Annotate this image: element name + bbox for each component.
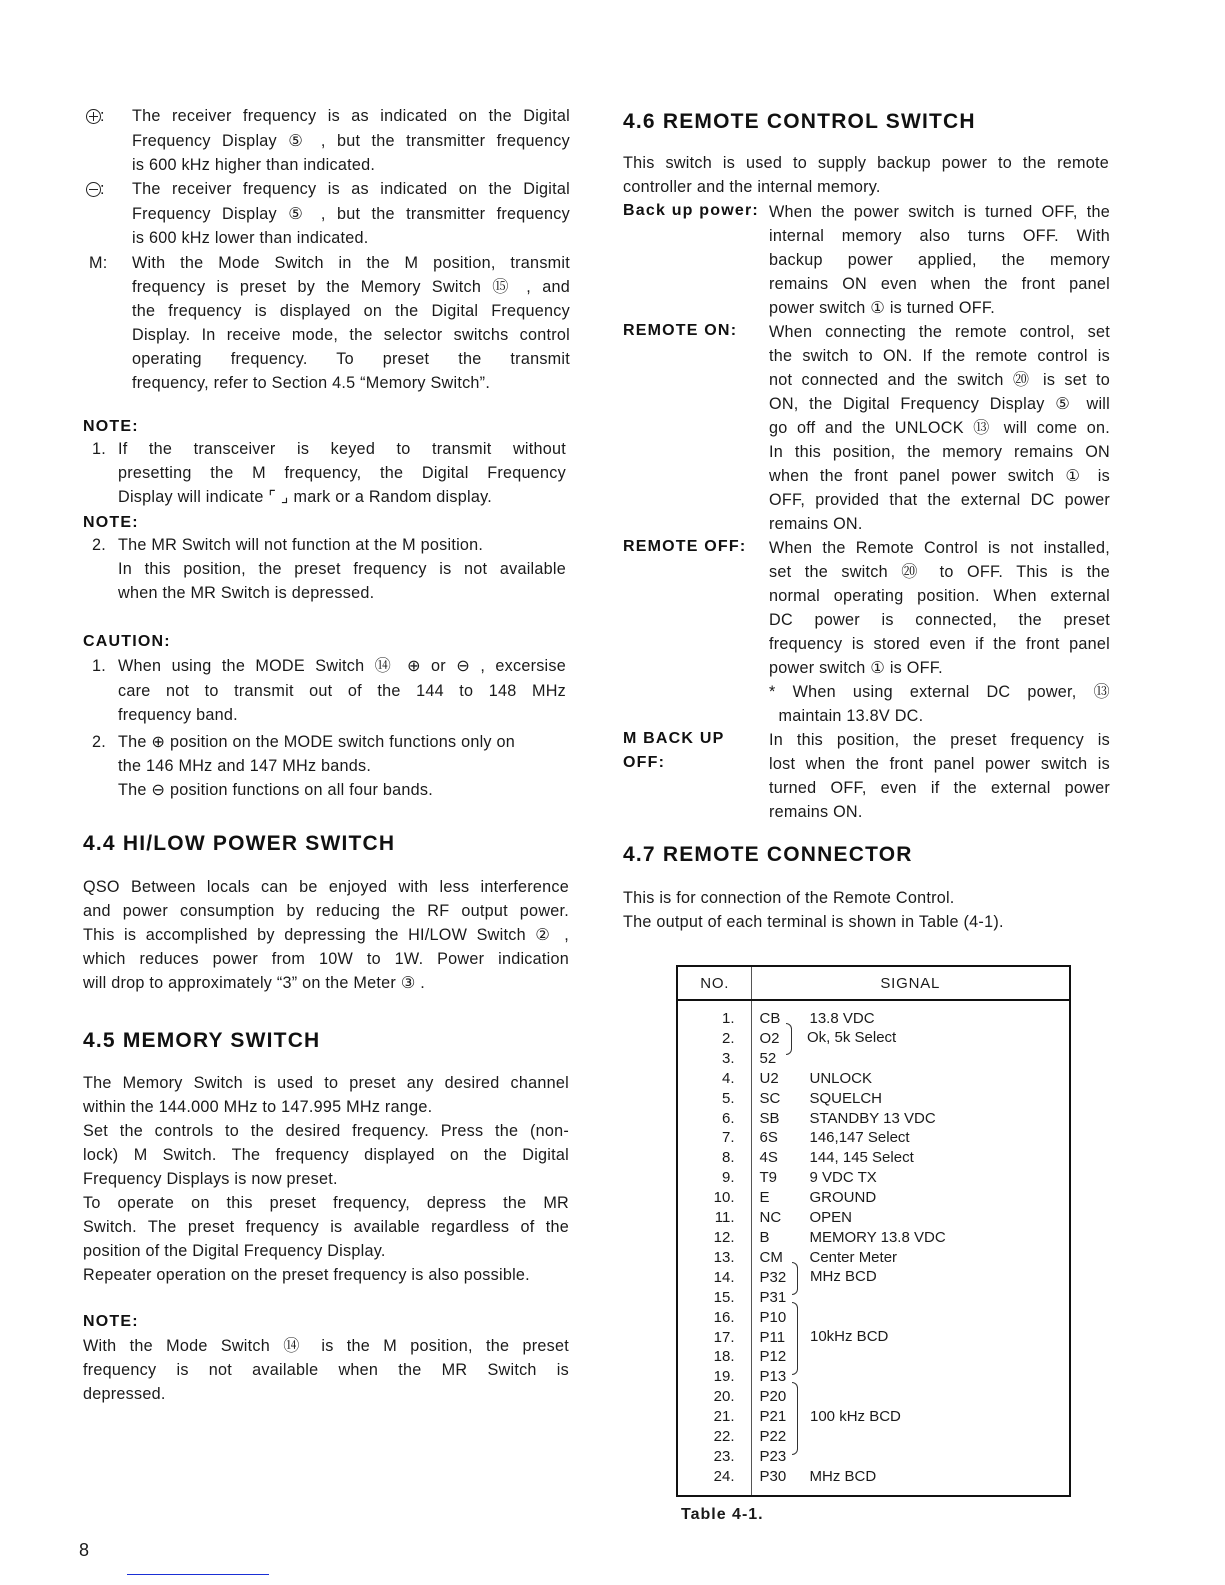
cell-code: P22 [759, 1428, 787, 1446]
caution-line: The ⊕ position on the MODE switch functions only on [118, 733, 516, 751]
mode-m-symbol: M: [89, 254, 108, 272]
cell-no: 15. [677, 1288, 751, 1308]
cell-signal [810, 1387, 1071, 1407]
term-line: internal memory also turns OFF. With [769, 227, 1110, 245]
table-row [677, 1387, 1070, 1407]
term-remote-off-label: REMOTE OFF: [623, 538, 747, 555]
term-line: remains ON even when the front panel [769, 275, 1110, 293]
table-caption: Table 4-1. [681, 1506, 764, 1523]
note-heading: NOTE: [83, 514, 139, 531]
caution-line: The ⊖ position functions on all four bands. [118, 781, 433, 799]
cell-code: 4S [759, 1149, 778, 1167]
brace-icon [792, 1262, 798, 1295]
cell-signal [810, 1049, 1071, 1069]
caution-line: care not to transmit out of the 144 to 148 MHz [118, 682, 566, 700]
cell-no: 23. [677, 1447, 751, 1467]
cell-signal: UNLOCK [809, 1069, 873, 1087]
section-4-5-note-line: frequency is not available when the MR Switch is [83, 1361, 569, 1379]
cell-no: 4. [677, 1069, 751, 1089]
group-label: 100 kHz BCD [810, 1408, 901, 1425]
table-row [677, 1228, 1070, 1248]
caution-number: 2. [92, 733, 107, 751]
cell-no: 14. [677, 1268, 751, 1288]
section-4-5-line: To operate on this preset frequency, depress the MR [83, 1194, 569, 1212]
cell-signal: Center Meter [809, 1248, 898, 1266]
section-4-4-heading: 4.4 HI/LOW POWER SWITCH [83, 832, 396, 855]
note-heading: NOTE: [83, 1313, 139, 1330]
term-remote-on-label: REMOTE ON: [623, 322, 738, 339]
term-line: When connecting the remote control, set [769, 323, 1110, 341]
section-4-7-line: This is for connection of the Remote Control. [623, 889, 955, 907]
cell-signal: OPEN [809, 1209, 853, 1227]
term-m-backup-off-label: M BACK UP [623, 730, 725, 747]
term-line: When the power switch is turned OFF, the [769, 203, 1110, 221]
cell-code: CM [759, 1248, 783, 1266]
cell-code: P11 [759, 1328, 786, 1346]
cell-no: 20. [677, 1387, 751, 1407]
cell-signal: MEMORY 13.8 VDC [809, 1228, 946, 1246]
mode-m-line: frequency, refer to Section 4.5 “Memory Switch”. [132, 374, 491, 392]
section-4-5-line: Switch. The preset frequency is available regardless of the [83, 1218, 569, 1236]
term-line: ON, the Digital Frequency Display ⑤ will [769, 395, 1110, 413]
cell-no: 16. [677, 1308, 751, 1328]
term-line: turned OFF, even if the external power [769, 779, 1110, 797]
cell-signal: 13.8 VDC [809, 1010, 875, 1027]
brace-icon [792, 1382, 798, 1455]
note-number: 2. [92, 536, 107, 554]
table-row [677, 1188, 1070, 1208]
cell-signal [810, 1447, 1071, 1467]
table-row [677, 1447, 1070, 1467]
table-row [677, 1248, 1070, 1268]
group-label: MHz BCD [810, 1268, 877, 1285]
table-row [677, 1069, 1070, 1089]
mode-plus-line: The receiver frequency is as indicated on the Digital [132, 107, 570, 125]
table-row [677, 1427, 1070, 1447]
term-line: lost when the front panel power switch is [769, 755, 1110, 773]
note-line: In this position, the preset frequency is not available [118, 560, 566, 578]
group-label: 10kHz BCD [810, 1328, 889, 1345]
section-4-5-note-line: depressed. [83, 1385, 166, 1403]
table-row [677, 1049, 1070, 1069]
note-line: when the MR Switch is depressed. [118, 584, 375, 602]
term-line: In this position, the memory remains ON [769, 443, 1110, 461]
cell-no: 21. [677, 1407, 751, 1427]
section-4-5-line: Repeater operation on the preset frequency is also possible. [83, 1266, 530, 1284]
cell-no: 19. [677, 1367, 751, 1387]
cell-code: P21 [759, 1408, 787, 1426]
note-line: presetting the M frequency, the Digital Frequency [118, 464, 566, 482]
table-row [677, 1000, 1070, 1029]
section-4-5-note-line: With the Mode Switch ⑭ is the M position, the preset [83, 1337, 569, 1355]
cell-code: 6S [759, 1129, 778, 1147]
plus-offset-icon [86, 109, 101, 124]
cell-code: B [759, 1228, 770, 1246]
term-line: power switch ① is turned OFF. [769, 299, 995, 317]
section-4-5-line: within the 144.000 MHz to 147.995 MHz range. [83, 1098, 433, 1116]
cell-code: P20 [759, 1388, 787, 1406]
cell-no: 3. [677, 1049, 751, 1069]
term-line: remains ON. [769, 515, 863, 533]
cell-code: O2 [759, 1029, 780, 1047]
cell-signal: 144, 145 Select [809, 1149, 914, 1167]
table-header-row [677, 966, 1070, 1000]
cell-code: P32 [759, 1268, 787, 1286]
cell-no: 17. [677, 1328, 751, 1348]
table-row [677, 1089, 1070, 1109]
cell-code: P31 [759, 1288, 787, 1306]
section-4-5-line: The Memory Switch is used to preset any desired channel [83, 1074, 569, 1092]
section-4-4-line: and power consumption by reducing the RF output power. [83, 902, 569, 920]
table-row [677, 1128, 1070, 1148]
mode-m-line: the frequency is displayed on the Digital Frequency [132, 302, 570, 320]
caution-line: frequency band. [118, 706, 238, 724]
section-4-6-intro: controller and the internal memory. [623, 178, 881, 196]
cell-no: 6. [677, 1109, 751, 1129]
column-header-signal: SIGNAL [751, 966, 1070, 1000]
cell-no: 12. [677, 1228, 751, 1248]
term-line: not connected and the switch ⑳ is set to [769, 371, 1110, 389]
section-4-4-line: This is accomplished by depressing the HI/LOW Switch ② , [83, 926, 569, 944]
term-line: * When using external DC power, ⑬ [769, 683, 1110, 701]
cell-code: P23 [759, 1447, 787, 1465]
cell-code: P13 [759, 1368, 787, 1386]
brace-icon [786, 1023, 792, 1055]
term-line: frequency is stored even if the front panel [769, 635, 1110, 653]
caution-number: 1. [92, 657, 107, 675]
cell-no: 5. [677, 1089, 751, 1109]
mode-m-line: With the Mode Switch in the M position, transmit [132, 254, 570, 272]
term-line: DC power is connected, the preset [769, 611, 1110, 629]
mode-minus-line: The receiver frequency is as indicated on the Digital [132, 180, 570, 198]
cell-no: 7. [677, 1128, 751, 1148]
cell-code: 52 [759, 1049, 777, 1067]
mode-m-line: Display. In receive mode, the selector switchs control [132, 326, 570, 344]
term-line: maintain 13.8V DC. [769, 707, 924, 725]
term-line: when the front panel power switch ① is [769, 467, 1110, 485]
term-line: remains ON. [769, 803, 863, 821]
cell-no: 18. [677, 1347, 751, 1367]
table-row [677, 1308, 1070, 1328]
section-4-4-line: will drop to approximately “3” on the Meter ③ . [83, 974, 426, 992]
caution-line: the 146 MHz and 147 MHz bands. [118, 757, 372, 775]
cell-code: SC [759, 1089, 781, 1107]
caution-heading: CAUTION: [83, 633, 171, 650]
term-line: power switch ① is OFF. [769, 659, 943, 677]
table-row [677, 1208, 1070, 1228]
column-header-no: NO. [677, 966, 751, 1000]
table-row [677, 1467, 1070, 1496]
term-m-backup-off-label-2: OFF: [623, 754, 666, 771]
term-line: In this position, the preset frequency is [769, 731, 1110, 749]
cell-code: T9 [759, 1169, 778, 1187]
note-line: If the transceiver is keyed to transmit without [118, 440, 566, 458]
note-heading: NOTE: [83, 418, 139, 435]
cell-no: 24. [677, 1467, 751, 1496]
cell-signal: MHz BCD [809, 1467, 877, 1485]
cell-signal: GROUND [809, 1189, 877, 1207]
section-4-4-line: which reduces power from 10W to 1W. Power indication [83, 950, 569, 968]
mode-m-line: operating frequency. To preset the transmit [132, 350, 570, 368]
table-row [677, 1148, 1070, 1168]
brace-icon [792, 1302, 798, 1375]
cell-signal: STANDBY 13 VDC [809, 1109, 936, 1127]
cell-no: 2. [677, 1029, 751, 1049]
mode-minus-line: Frequency Display ⑤ , but the transmitter frequency [132, 205, 570, 223]
term-line: the switch to ON. If the remote control is [769, 347, 1110, 365]
section-4-5-line: Frequency Displays is now preset. [83, 1170, 338, 1188]
cell-code: P30 [759, 1467, 787, 1485]
table-row [677, 1168, 1070, 1188]
cell-signal: 9 VDC TX [809, 1169, 877, 1187]
note-number: 1. [92, 440, 107, 458]
term-line: normal operating position. When external [769, 587, 1110, 605]
section-4-7-line: The output of each terminal is shown in Table (4-1). [623, 913, 1004, 931]
term-line: go off and the UNLOCK ⑬ will come on. [769, 419, 1110, 437]
mode-minus-line: is 600 kHz lower than indicated. [132, 229, 369, 247]
section-4-7-heading: 4.7 REMOTE CONNECTOR [623, 843, 913, 866]
term-backup-power-label: Back up power: [623, 202, 759, 219]
section-4-5-line: Set the controls to the desired frequency. Press the (non- [83, 1122, 569, 1140]
note-line: The MR Switch will not function at the M position. [118, 536, 484, 554]
table-row [677, 1288, 1070, 1308]
section-4-4-line: QSO Between locals can be enjoyed with less interference [83, 878, 569, 896]
term-line: OFF, provided that the external DC power [769, 491, 1110, 509]
cell-no: 9. [677, 1168, 751, 1188]
section-4-5-line: position of the Digital Frequency Display. [83, 1242, 386, 1260]
term-line: backup power applied, the memory [769, 251, 1110, 269]
section-4-6-intro: This switch is used to supply backup power to the remote [623, 154, 1109, 172]
section-4-5-heading: 4.5 MEMORY SWITCH [83, 1029, 321, 1052]
cell-code: NC [759, 1209, 782, 1227]
cell-code: E [759, 1189, 770, 1207]
cell-signal [810, 1427, 1071, 1447]
cell-no: 1. [677, 1000, 751, 1029]
minus-offset-icon [86, 182, 101, 197]
section-4-5-line: lock) M Switch. The frequency displayed on the Digital [83, 1146, 569, 1164]
caution-line: When using the MODE Switch ⑭ ⊕ or ⊖ , excersise [118, 657, 566, 675]
cell-signal [810, 1288, 1071, 1308]
term-line: set the switch ⑳ to OFF. This is the [769, 563, 1110, 581]
cell-code: U2 [759, 1069, 779, 1087]
table-row [677, 1347, 1070, 1367]
cell-signal [810, 1367, 1071, 1387]
mode-plus-line: Frequency Display ⑤ , but the transmitter frequency [132, 132, 570, 150]
cell-no: 13. [677, 1248, 751, 1268]
table-row [677, 1367, 1070, 1387]
group-label: Ok, 5k Select [807, 1029, 897, 1046]
cell-code: P10 [759, 1308, 787, 1326]
cell-no: 22. [677, 1427, 751, 1447]
cell-code: SB [759, 1109, 780, 1127]
page-number: 8 [79, 1540, 90, 1560]
note-line: Display will indicate ⌜ ⌟ mark or a Random display. [118, 488, 492, 506]
footer-link-underline[interactable] [127, 1574, 269, 1575]
cell-signal [810, 1347, 1071, 1367]
cell-signal: SQUELCH [809, 1089, 883, 1107]
cell-no: 10. [677, 1188, 751, 1208]
cell-no: 11. [677, 1208, 751, 1228]
section-4-6-heading: 4.6 REMOTE CONTROL SWITCH [623, 110, 976, 133]
table-row [677, 1109, 1070, 1129]
cell-code: CB [759, 1010, 781, 1027]
mode-m-line: frequency is preset by the Memory Switch ⑮ , and [132, 278, 570, 296]
cell-no: 8. [677, 1148, 751, 1168]
term-line: When the Remote Control is not installed, [769, 539, 1110, 557]
cell-signal [810, 1308, 1071, 1328]
cell-signal: 146,147 Select [809, 1129, 910, 1147]
mode-plus-line: is 600 kHz higher than indicated. [132, 156, 376, 174]
cell-code: P12 [759, 1348, 787, 1366]
